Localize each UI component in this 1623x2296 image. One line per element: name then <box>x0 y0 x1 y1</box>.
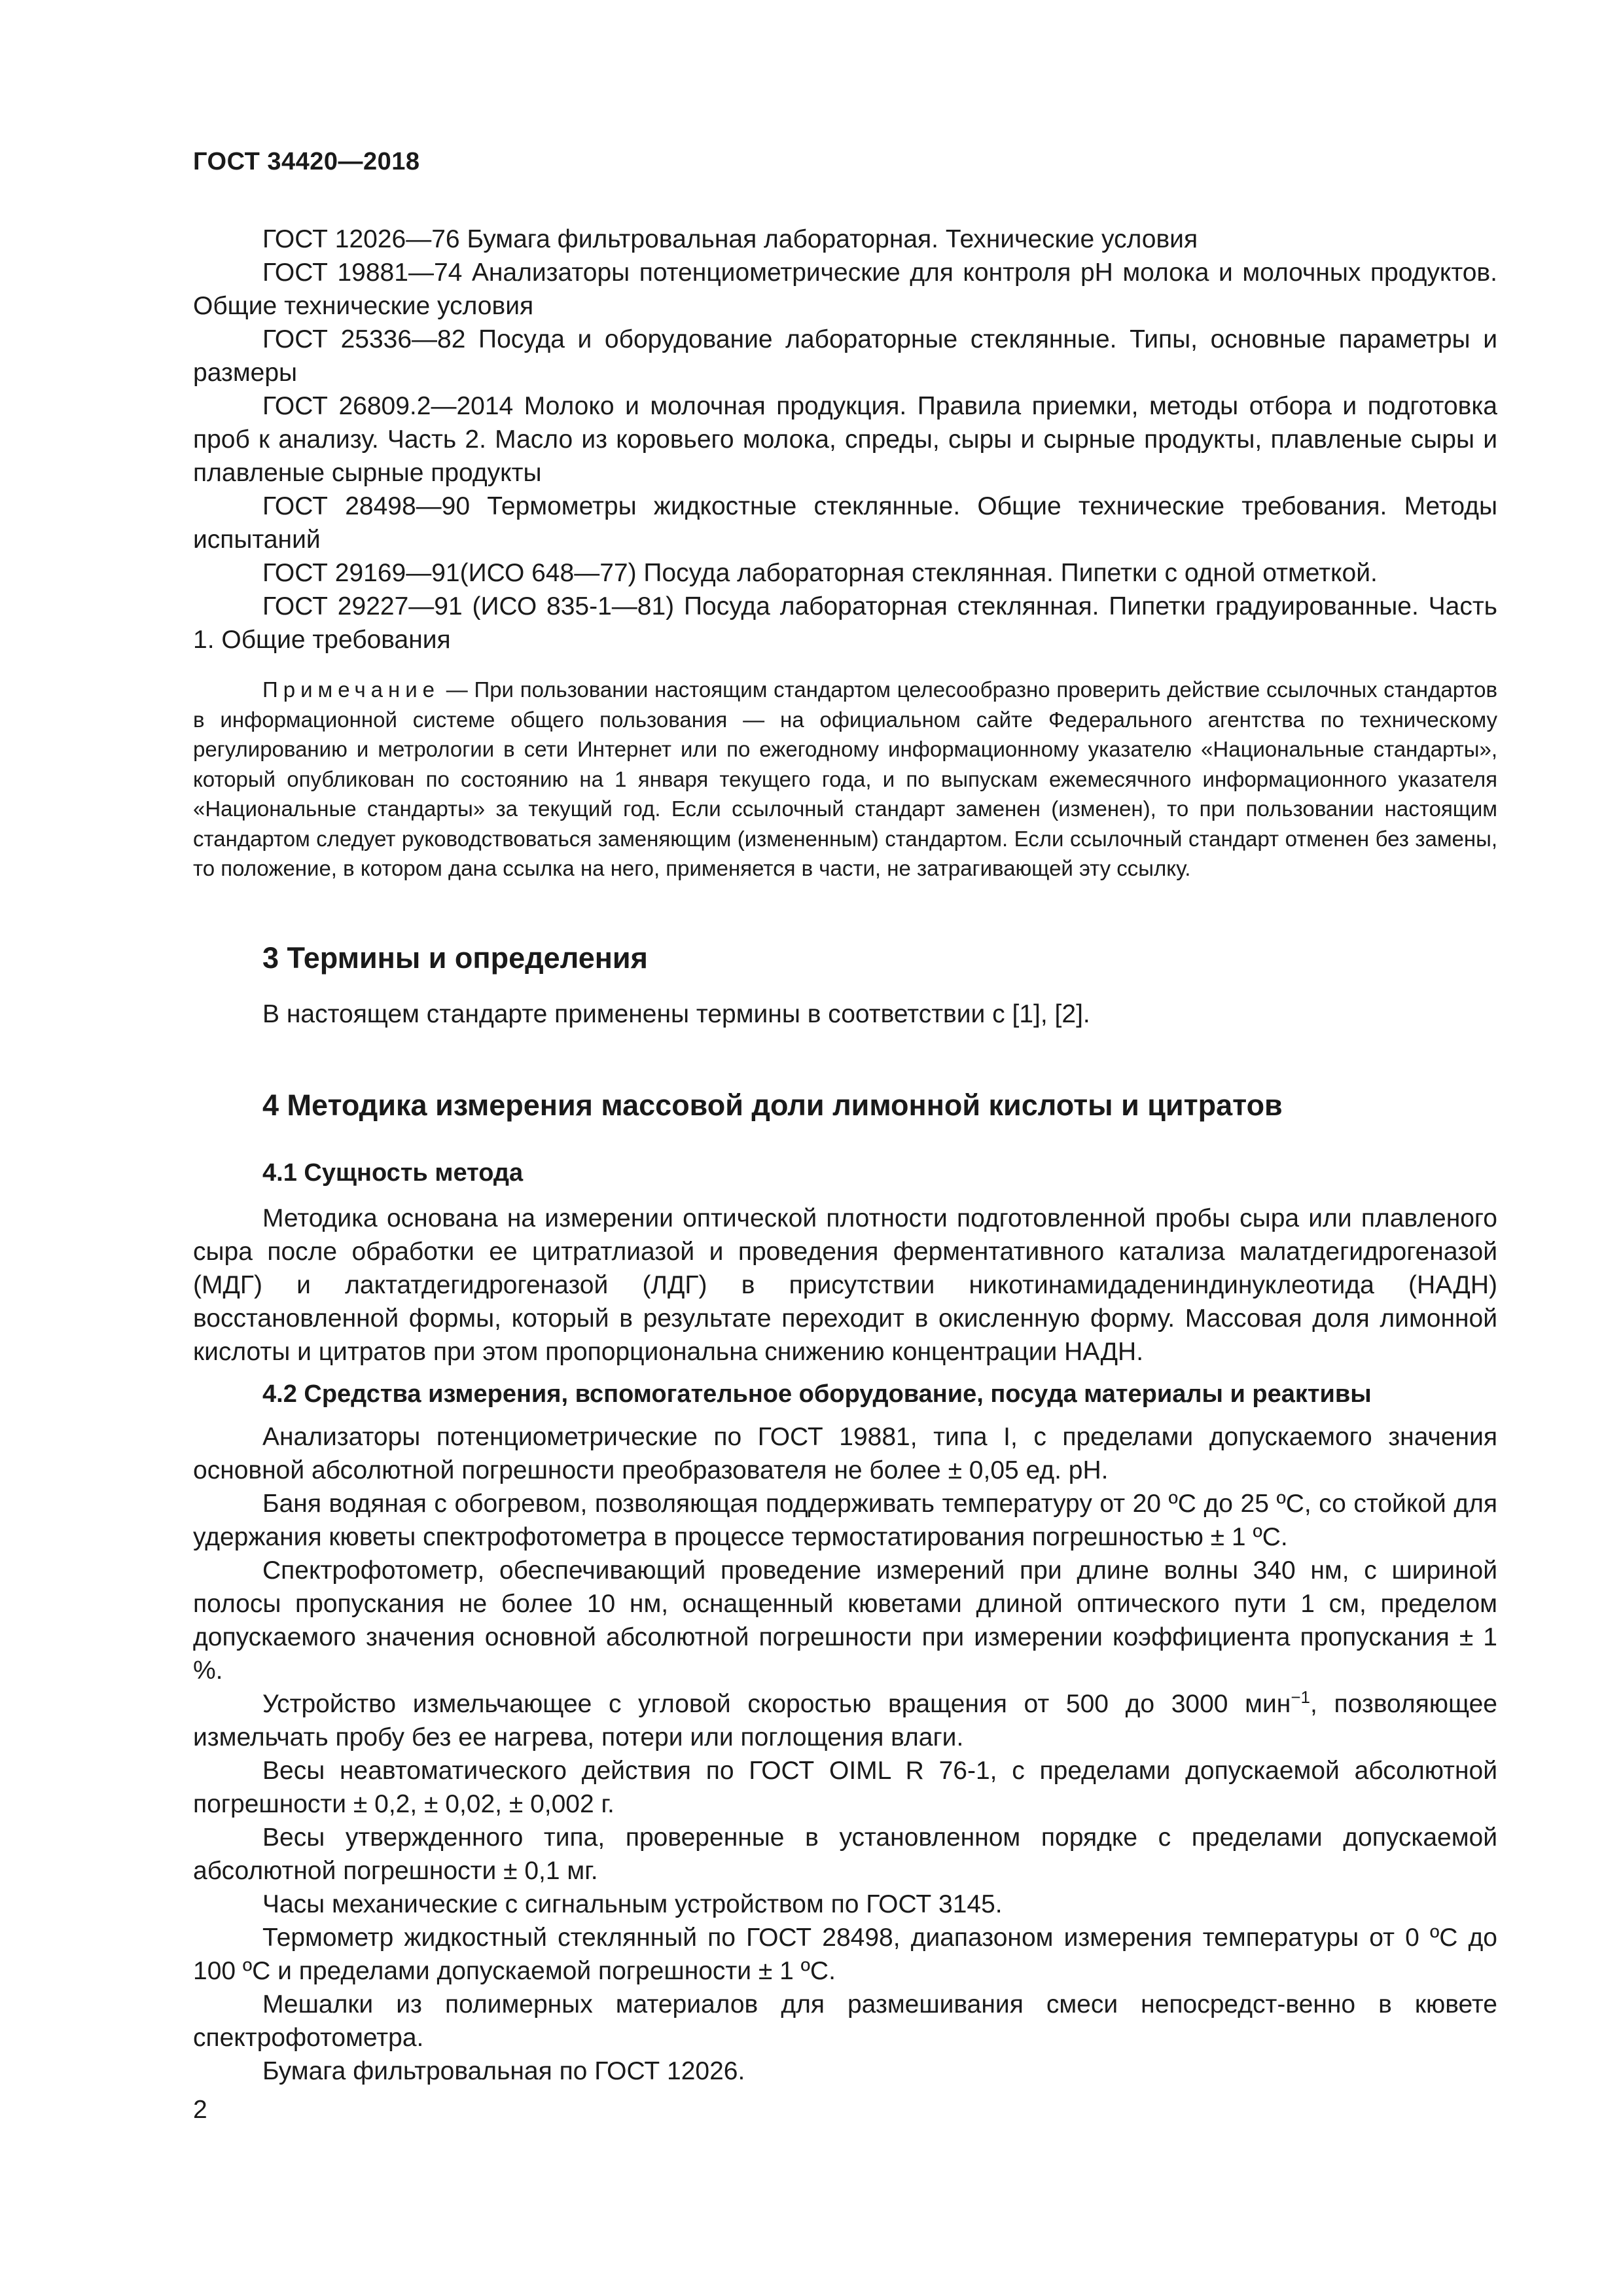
note-text: — При пользовании настоящим стандартом целесообразно проверить действие ссылочных стандартов в информационной системе общего пользования — на официальном сайте Федерального агентства по техническому регулированию и метрологии в сети Интернет или по ежегодному информационному указателю «Национальные стандарты», который опубликован по состоянию на 1 января текущего года, и по выпускам ежемесячного информационного указателя «Национальные стандарты» за текущий год. Если ссылочный стандарт заменен (изменен), то при пользовании настоящим стандартом следует руководствоваться заменяющим (измененным) стандартом. Если ссылочный стандарт отменен без замены, то положение, в котором дана ссылка на него, применяется в части, не затрагивающей эту ссылку. <box>193 677 1497 880</box>
section-3-body: В настоящем стандарте применены термины в соответствии с [1], [2]. <box>262 999 1090 1028</box>
equipment-item: Весы неавтоматического действия по ГОСТ OIML R 76-1, с пределами допускаемой абсолютной погрешности ± 0,2, ± 0,02, ± 0,002 г. <box>193 1756 1497 1818</box>
section-4-heading: 4 Методика измерения массовой доли лимонной кислоты и цитратов <box>262 1088 1283 1122</box>
reference-item: ГОСТ 28498—90 Термометры жидкостные стеклянные. Общие технические требования. Методы испытаний <box>193 492 1497 554</box>
equipment-item: Часы механические с сигнальным устройством по ГОСТ 3145. <box>262 1890 1003 1918</box>
subsection-4-1-body <box>193 1202 1497 1369</box>
equipment-item: Анализаторы потенциометрические по ГОСТ 19881, типа I, с пределами допускаемого значения основной абсолютной погрешности преобразователя не более ± 0,05 ед. рН. <box>193 1422 1497 1484</box>
equipment-item: Термометр жидкостный стеклянный по ГОСТ 28498, диапазоном измерения температуры от 0 ºС до 100 ºС и пределами допускаемой погрешности ± 1 ºС. <box>193 1923 1497 1985</box>
equipment-item: Мешалки из полимерных материалов для размешивания смеси непосредст-венно в кювете спектрофотометра. <box>193 1990 1497 2052</box>
document-header: ГОСТ 34420—2018 <box>193 148 420 175</box>
note-label: Примечание <box>262 677 440 702</box>
reference-item: ГОСТ 12026—76 Бумага фильтровальная лабораторная. Технические условия <box>262 225 1198 253</box>
equipment-item: Бумага фильтровальная по ГОСТ 12026. <box>262 2056 745 2085</box>
page-number: 2 <box>193 2096 207 2124</box>
subsection-4-1-heading: 4.1 Сущность метода <box>262 1158 524 1187</box>
grinder-text: Устройство измельчающее с угловой скоростью вращения от 500 до 3000 мин <box>262 1689 1291 1718</box>
grinder-superscript: −1 <box>1291 1687 1310 1707</box>
reference-item: ГОСТ 29169—91(ИСО 648—77) Посуда лабораторная стеклянная. Пипетки с одной отметкой. <box>262 559 1378 587</box>
equipment-item: Весы утвержденного типа, проверенные в установленном порядке с пределами допускаемой абсолютной погрешности ± 0,1 мг. <box>193 1823 1497 1885</box>
note-block <box>193 675 1497 884</box>
reference-item: ГОСТ 25336—82 Посуда и оборудование лабораторные стеклянные. Типы, основные параметры и размеры <box>193 325 1497 387</box>
reference-item: ГОСТ 29227—91 (ИСО 835-1—81) Посуда лабораторная стеклянная. Пипетки градуированные. Часть 1. Общие требования <box>193 592 1497 654</box>
reference-item: ГОСТ 19881—74 Анализаторы потенциометрические для контроля pH молока и молочных продуктов. Общие технические условия <box>193 259 1497 320</box>
equipment-item: Баня водяная с обогревом, позволяющая поддерживать температуру от 20 ºС до 25 ºС, со стойкой для удержания кюветы спектрофотометра в процессе термостатирования погрешностью ± 1 ºС. <box>193 1489 1497 1551</box>
grinder-text-end: , позволяющее измельчать пробу без ее нагрева, потери или поглощения влаги. <box>193 1689 1497 1751</box>
subsection-4-2-heading: 4.2 Средства измерения, вспомогательное оборудование, посуда материалы и реактивы <box>262 1380 1372 1408</box>
equipment-item <box>193 1687 1497 1754</box>
reference-item: ГОСТ 26809.2—2014 Молоко и молочная продукция. Правила приемки, методы отбора и подготовка проб к анализу. Часть 2. Масло из коровьего молока, спреды, сыры и сырные продукты, плавленые сыры и плавленые сырные продукты <box>193 392 1497 487</box>
paragraph: Методика основана на измерении оптической плотности подготовленной пробы сыра или плавленого сыра после обработки ее цитратлиазой и проведения ферментативного катализа малатдегидрогеназой (МДГ) и лактатдегидрогеназой (ЛДГ) в присутствии никотинамидадениндинуклеотида (НАДН) восстановленной формы, который в результате переходит в окисленную форму. Массовая доля лимонной кислоты и цитратов при этом пропорциональна снижению концентрации НАДН. <box>193 1204 1497 1366</box>
page-content <box>193 223 1497 2088</box>
subsection-4-2-body <box>193 1420 1497 2088</box>
section-3-heading: 3 Термины и определения <box>262 941 648 975</box>
equipment-item: Спектрофотометр, обеспечивающий проведение измерений при длине волны 340 нм, с шириной полосы пропускания не более 10 нм, оснащенный кюветами длиной оптического пути 1 см, пределом допускаемого значения основной абсолютной погрешности при измерении коэффициента пропускания ± 1 %. <box>193 1556 1497 1685</box>
note-paragraph <box>193 675 1497 884</box>
normative-references-list <box>193 223 1497 656</box>
